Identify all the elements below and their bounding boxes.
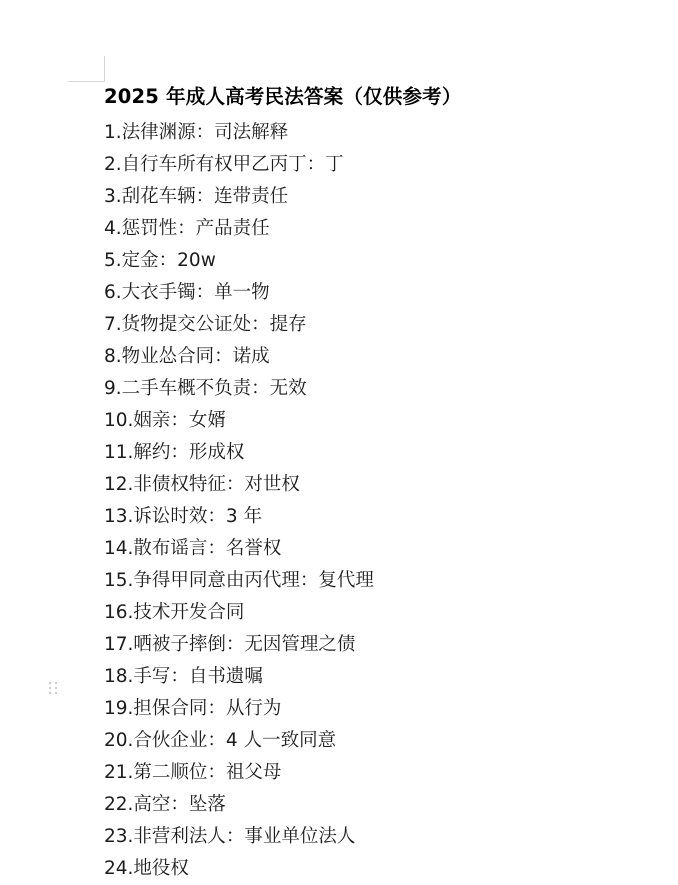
drag-dot [55, 682, 57, 684]
answer-line: 8.物业怂合同：诺成 [104, 346, 270, 367]
answer-line: 17.哂被子摔倒：无因管理之债 [104, 634, 356, 655]
drag-dots-icon[interactable] [48, 680, 58, 696]
drag-dot [49, 692, 51, 694]
answer-line: 16.技术开发合同 [104, 602, 245, 623]
answer-line: 20.合伙企业：4 人一致同意 [104, 730, 337, 751]
answer-line: 3.刮花车辆：连带责任 [104, 186, 289, 207]
answer-line: 10.姻亲：女婿 [104, 410, 226, 431]
answer-line: 4.惩罚性：产品责任 [104, 218, 270, 239]
answer-line: 7.货物提交公证处：提存 [104, 314, 307, 335]
drag-dot [49, 682, 51, 684]
margin-guide-vertical [104, 56, 105, 82]
document-body [104, 82, 644, 885]
answer-line: 14.散布谣言：名誉权 [104, 538, 282, 559]
answer-line: 9.二手车概不负责：无效 [104, 378, 307, 399]
answer-line: 13.诉讼时效：3 年 [104, 506, 263, 527]
answer-line: 24.地役权 [104, 858, 189, 879]
answer-line: 23.非营利法人：事业单位法人 [104, 826, 356, 847]
drag-dot [55, 692, 57, 694]
answer-line: 11.解约：形成权 [104, 442, 245, 463]
answer-line: 1.法律渊源：司法解释 [104, 122, 289, 143]
answer-line: 12.非债权特征：对世权 [104, 474, 300, 495]
page-title: 2025 年成人高考民法答案（仅供参考） [104, 85, 462, 108]
answer-line: 18.手写：自书遗嘱 [104, 666, 263, 687]
drag-dot [49, 687, 51, 689]
answer-line: 22.高空：坠落 [104, 794, 226, 815]
answer-line: 21.第二顺位：祖父母 [104, 762, 282, 783]
drag-dot [55, 687, 57, 689]
margin-guide-horizontal [68, 81, 105, 82]
answer-line: 2.自行车所有权甲乙丙丁：丁 [104, 154, 344, 175]
answer-line: 5.定金：20w [104, 250, 216, 271]
answer-line: 19.担保合同：从行为 [104, 698, 282, 719]
answer-line: 15.争得甲同意由丙代理：复代理 [104, 570, 374, 591]
answer-line: 6.大衣手镯：单一物 [104, 282, 270, 303]
